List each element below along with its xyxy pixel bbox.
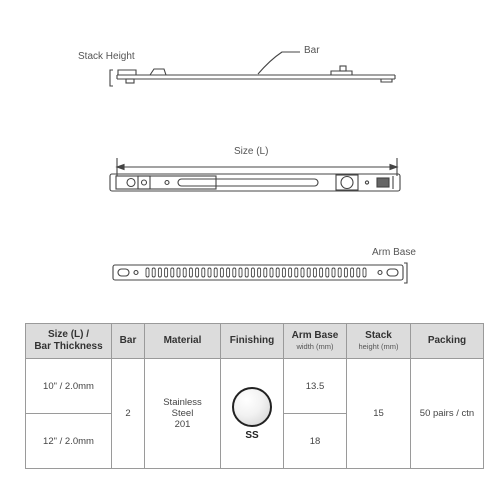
finish-code: SS [245,429,259,441]
cell-arm-base: 18 [284,414,347,469]
size-label: Size (L) [234,146,269,157]
cell-finishing [221,359,284,469]
arm-base-slots [146,268,366,277]
bar-label: Bar [304,45,320,56]
header-packing: Packing [411,324,484,359]
cell-bar: 2 [112,359,145,469]
arm-base-slot [165,268,168,277]
arm-base-slot [196,268,199,277]
arm-base-slot [233,268,236,277]
arm-base-slot [220,268,223,277]
table-header-row [26,324,484,359]
arm-base-slot [258,268,261,277]
stack-height-label: Stack Height [78,51,135,62]
arm-base-slot [183,268,186,277]
arm-base-slot [295,268,298,277]
arm-base-slot [363,268,366,277]
arm-base-slot [202,268,205,277]
arm-base-slot [276,268,279,277]
cell-stack: 15 [347,359,411,469]
stack-height-bracket [110,70,113,86]
arm-base-slot [245,268,248,277]
cell-packing: 50 pairs / ctn [411,359,484,469]
header-bar: Bar [112,324,145,359]
arm-base-slot [357,268,360,277]
cell-arm-base: 13.5 [284,359,347,414]
header-size: Size (L) / Bar Thickness [26,324,112,359]
cell-material: Stainless Steel 201 [145,359,221,469]
header-arm-base: Arm Base width (mm) [284,324,347,359]
cell-size: 12" / 2.0mm [26,414,112,469]
arm-base-slot [264,268,267,277]
finish-swatch-icon [232,387,272,427]
arm-base-slot [227,268,230,277]
arm-base-bracket [404,263,407,283]
arm-base-slot [171,268,174,277]
side-view-bar [117,66,395,83]
arm-base-slot [251,268,254,277]
arm-base-slot [152,268,155,277]
header-material: Material [145,324,221,359]
arm-base-slot [282,268,285,277]
arm-base-slot [320,268,323,277]
cell-size: 10" / 2.0mm [26,359,112,414]
arm-base-slot [189,268,192,277]
arm-base-slot [338,268,341,277]
arm-base-slot [270,268,273,277]
arm-base-slot [326,268,329,277]
arm-base-slot [214,268,217,277]
header-finishing: Finishing [221,324,284,359]
arm-base-slot [177,268,180,277]
arm-base-slot [344,268,347,277]
arm-base-label: Arm Base [372,247,416,258]
arm-base-slot [289,268,292,277]
arm-base-slot [313,268,316,277]
arm-base-slot [332,268,335,277]
size-dimension-line [117,158,397,176]
header-stack: Stack height (mm) [347,324,411,359]
arm-base-slot [307,268,310,277]
arm-base-slot [208,268,211,277]
arm-base-slot [158,268,161,277]
arm-base-slot [146,268,149,277]
arm-base-slot [301,268,304,277]
arm-base-slot [239,268,242,277]
top-view-bar [110,174,400,191]
table-row [26,359,484,414]
arm-base-slot [351,268,354,277]
spec-table [25,323,484,469]
bar-leader-line [258,52,300,74]
